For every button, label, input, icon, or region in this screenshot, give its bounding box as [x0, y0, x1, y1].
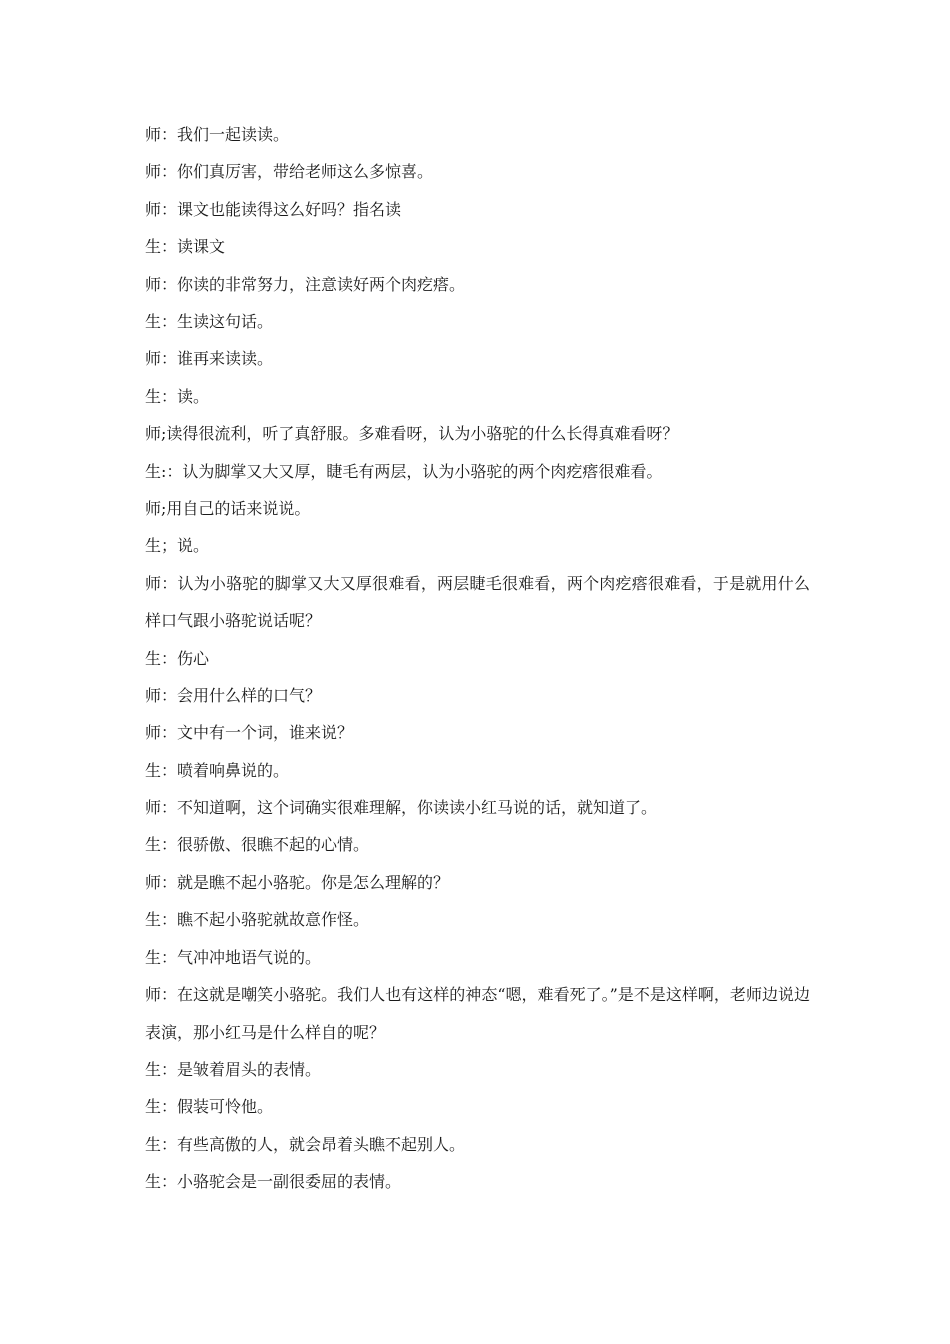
dialogue-line: 生：小骆驼会是一副很委屈的表情。 [145, 1172, 402, 1191]
dialogue-line: 生：很骄傲、很瞧不起的心情。 [145, 835, 370, 855]
dialogue-line: 师：认为小骆驼的脚掌又大又厚很难看，两层睫毛很难看，两个肉疙瘩很难看，于是就用什么样口气跟小骆驼说话呢？ [145, 574, 810, 631]
dialogue-line: 师：就是瞧不起小骆驼。你是怎么理解的？ [145, 872, 450, 892]
dialogue-line: 生：伤心 [145, 648, 210, 668]
dialogue-line: 师：文中有一个词，谁来说？ [145, 723, 354, 743]
dialogue-line: 生：读课文 [145, 237, 226, 257]
dialogue-line: 师：在这就是嘲笑小骆驼。我们人也有这样的神态“嗯，难看死了。”是不是这样啊，老师边说边表演，那小红马是什么样自的呢？ [145, 985, 810, 1042]
dialogue-line: 师：课文也能读得这么好吗？指名读 [145, 199, 402, 219]
dialogue-line: 师：我们一起读读。 [145, 125, 290, 144]
dialogue-line: 师;用自己的话来说说。 [145, 498, 311, 518]
dialogue-line: 师：谁再来读读。 [145, 349, 274, 369]
dialogue-line: 生；说。 [145, 536, 210, 556]
dialogue-line: 生：气冲冲地语气说的。 [145, 947, 322, 967]
dialogue-line: 师：会用什么样的口气？ [145, 685, 322, 705]
dialogue-line: 生:：认为脚掌又大又厚，睫毛有两层，认为小骆驼的两个肉疙瘩很难看。 [145, 461, 663, 481]
dialogue-line: 师：不知道啊，这个词确实很难理解，你读读小红马说的话，就知道了。 [145, 798, 658, 818]
dialogue-line: 生：假装可怜他。 [145, 1097, 274, 1117]
dialogue-line: 师;读得很流利，听了真舒服。多难看呀，认为小骆驼的什么长得真难看呀？ [145, 424, 679, 444]
dialogue-line: 师：你读的非常努力，注意读好两个肉疙瘩。 [145, 274, 466, 294]
dialogue-line: 生：生读这句话。 [145, 311, 274, 331]
document-body [145, 123, 810, 1207]
dialogue-line: 生：是皱着眉头的表情。 [145, 1059, 322, 1079]
dialogue-line: 生：瞧不起小骆驼就故意作怪。 [145, 910, 370, 930]
dialogue-line: 生：喷着响鼻说的。 [145, 760, 290, 780]
dialogue-line: 生：有些高傲的人，就会昂着头瞧不起别人。 [145, 1134, 466, 1154]
dialogue-line: 生：读。 [145, 386, 210, 406]
dialogue-line: 师：你们真厉害，带给老师这么多惊喜。 [145, 162, 434, 182]
